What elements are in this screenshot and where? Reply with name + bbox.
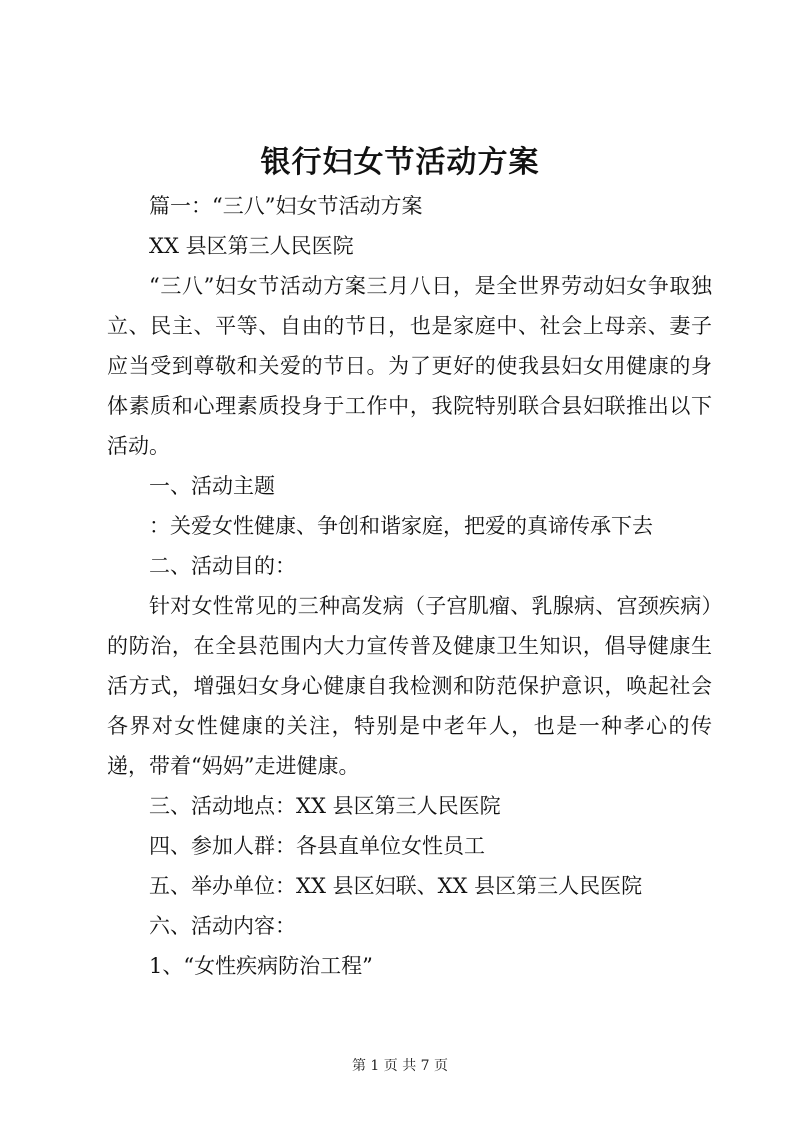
paragraph-location: 三、活动地点：XX 县区第三人民医院 bbox=[149, 794, 501, 818]
document-body bbox=[107, 186, 712, 986]
paragraph-purpose-text: 针对女性常见的三种高发病（子宫肌瘤、乳腺病、宫颈疾病）的防治，在全县范围内大力宣传普及健康卫生知识，倡导健康生活方式，增强妇女身心健康自我检测和防范保护意识，唤起社会各界对女性健康的关注，特别是中老年人，也是一种孝心的传递，带着“妈妈”走进健康。 bbox=[107, 594, 712, 778]
document-title: 银行妇女节活动方案 bbox=[260, 145, 540, 180]
paragraph-purpose-heading: 二、活动目的： bbox=[149, 554, 296, 578]
paragraph-organizers: 五、举办单位：XX 县区妇联、XX 县区第三人民医院 bbox=[149, 874, 643, 898]
paragraph-theme-heading: 一、活动主题 bbox=[149, 474, 275, 498]
page-number-footer: 第 1 页 共 7 页 bbox=[351, 1058, 449, 1074]
paragraph-content-heading: 六、活动内容： bbox=[149, 914, 296, 938]
paragraph-content-item-1: 1、“女性疾病防治工程” bbox=[149, 954, 373, 978]
paragraph-section-heading: 篇一：“三八”妇女节活动方案 bbox=[149, 194, 423, 218]
paragraph-introduction: “三八”妇女节活动方案三月八日，是全世界劳动妇女争取独立、民主、平等、自由的节日，也是家庭中、社会上母亲、妻子应当受到尊敬和关爱的节日。为了更好的使我县妇女用健康的身体素质和心理素质投身于工作中，我院特别联合县妇联推出以下活动。 bbox=[107, 274, 712, 458]
paragraph-organization: XX 县区第三人民医院 bbox=[149, 234, 354, 258]
paragraph-participants: 四、参加人群：各县直单位女性员工 bbox=[149, 834, 485, 858]
paragraph-theme-text: ：关爱女性健康、争创和谐家庭，把爱的真谛传承下去 bbox=[149, 514, 653, 538]
